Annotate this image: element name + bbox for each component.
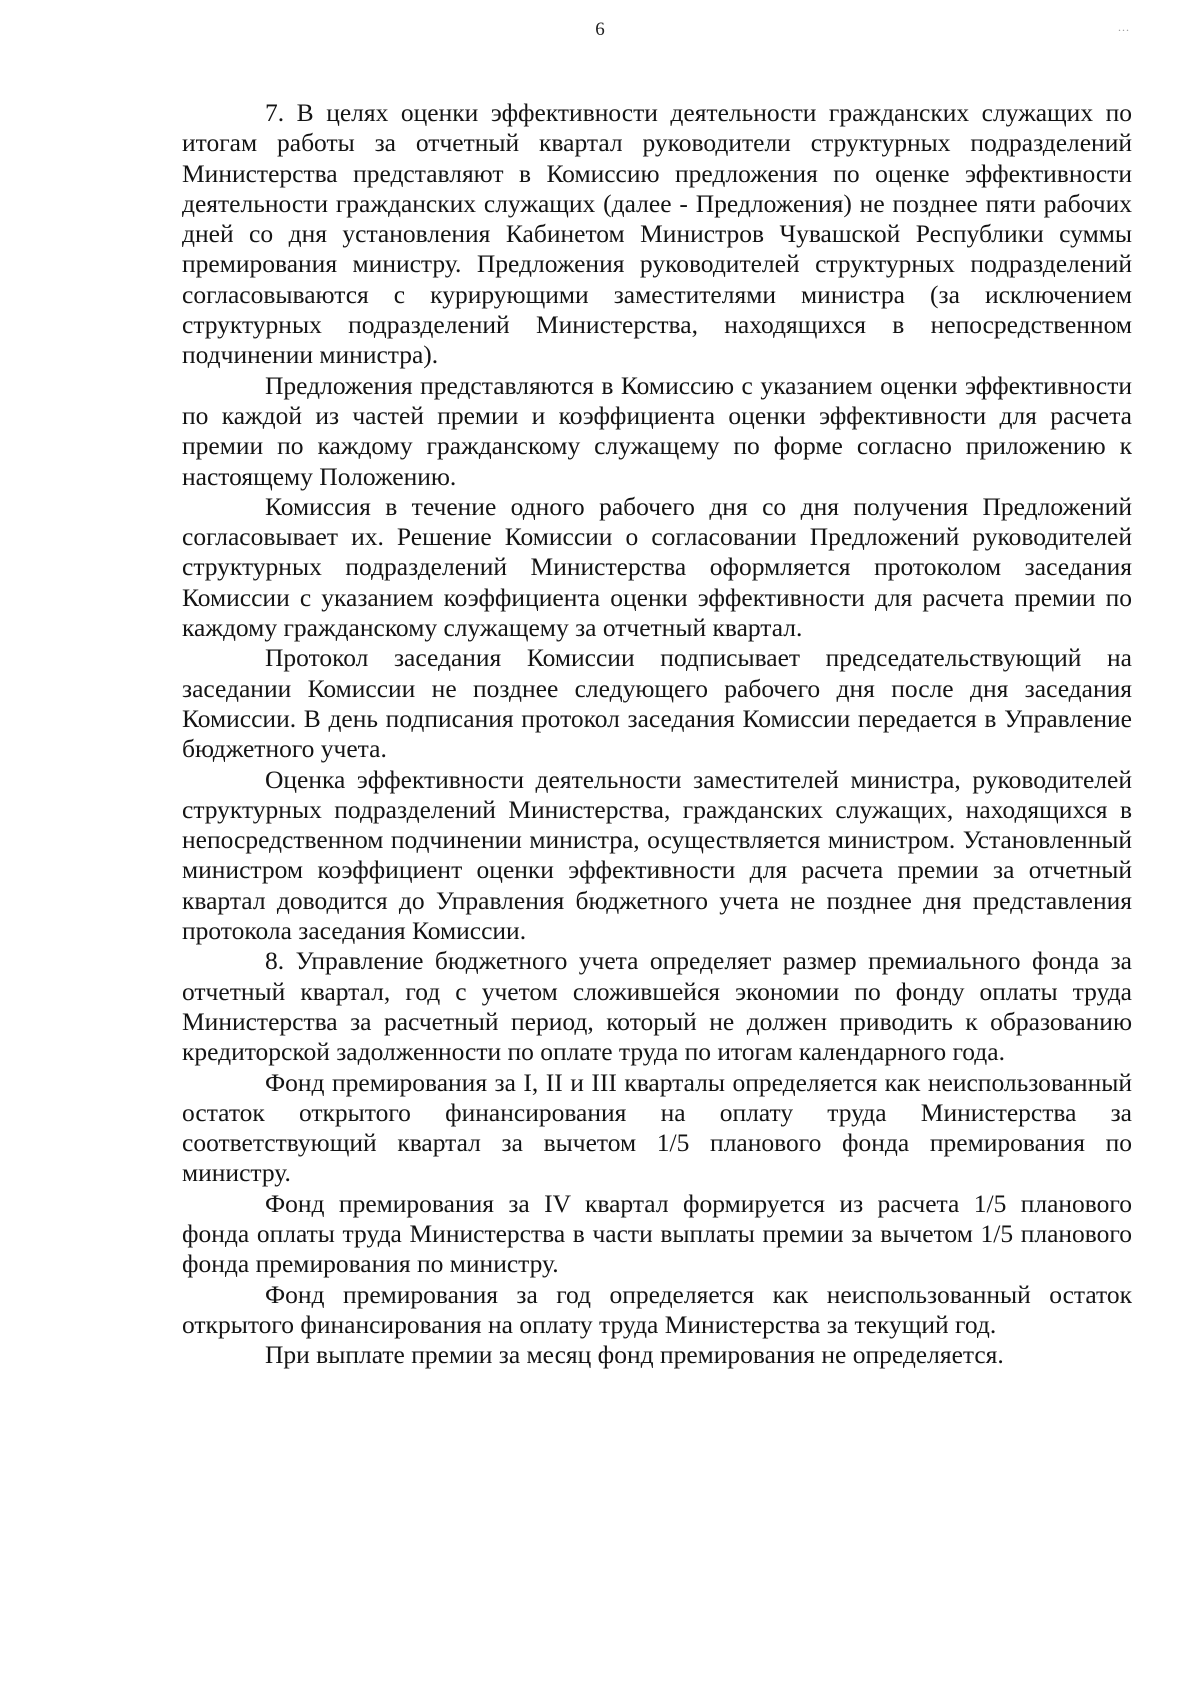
page-number: 6 <box>595 19 605 40</box>
paragraph-monthly-bonus: При выплате премии за месяц фонд премирования не определяется. <box>265 1340 1004 1370</box>
paragraph-8-bonus-fund-size: 8. Управление бюджетного учета определяет размер премиального фонда за отчетный квартал, год с учетом сложившейся экономии по фонду оплаты труда Министерства за расчетный период, который не должен приводить к образованию кредиторской задолженности по оплате труда по итогам календарного года. <box>182 946 1132 1067</box>
paragraph-fund-quarters-1-3: Фонд премирования за I, II и III кварталы определяется как неиспользованный остаток открытого финансирования на оплату труда Министерства за соответствующий квартал за вычетом 1/5 планового фонда премирования по министру. <box>182 1067 1132 1188</box>
paragraph-proposals-submission: Предложения представляются в Комиссию с указанием оценки эффективности по каждой из частей премии и коэффициента оценки эффективности для расчета премии по каждому гражданскому служащему по форме согласно приложению к настоящему Положению. <box>182 370 1132 491</box>
scan-corner-mark: ... <box>1118 20 1130 34</box>
paragraph-commission-approval: Комиссия в течение одного рабочего дня со дня получения Предложений согласовывает их. Решение Комиссии о согласовании Предложений руководителей структурных подразделений Министерства оформляется протоколом заседания Комиссии с указанием коэффициента оценки эффективности для расчета премии по каждому гражданскому служащему за отчетный квартал. <box>182 491 1132 643</box>
paragraph-protocol-signing: Протокол заседания Комиссии подписывает председательствующий на заседании Комиссии не позднее следующего рабочего дня после дня заседания Комиссии. В день подписания протокол заседания Комиссии передается в Управление бюджетного учета. <box>182 643 1132 764</box>
paragraph-fund-year: Фонд премирования за год определяется как неиспользованный остаток открытого финансирования на оплату труда Министерства за текущий год. <box>182 1279 1132 1339</box>
paragraph-minister-evaluation: Оценка эффективности деятельности заместителей министра, руководителей структурных подразделений Министерства, гражданских служащих, находящихся в непосредственном подчинении министра, осуществляется министром. Установленный министром коэффициент оценки эффективности для расчета премии за отчетный квартал доводится до Управления бюджетного учета не позднее дня представления протокола заседания Комиссии. <box>182 764 1132 946</box>
paragraph-fund-quarter-4: Фонд премирования за IV квартал формируется из расчета 1/5 планового фонда оплаты труда Министерства в части выплаты премии за вычетом 1/5 планового фонда премирования по министру. <box>182 1188 1132 1279</box>
document-body <box>182 98 1132 1370</box>
paragraph-7-evaluation-proposals: 7. В целях оценки эффективности деятельности гражданских служащих по итогам работы за отчетный квартал руководители структурных подразделений Министерства представляют в Комиссию предложения по оценке эффективности деятельности гражданских служащих (далее - Предложения) не позднее пяти рабочих дней со дня установления Кабинетом Министров Чувашской Республики суммы премирования министру. Предложения руководителей структурных подразделений согласовываются с курирующими заместителями министра (за исключением структурных подразделений Министерства, находящихся в непосредственном подчинении министра). <box>182 98 1132 370</box>
